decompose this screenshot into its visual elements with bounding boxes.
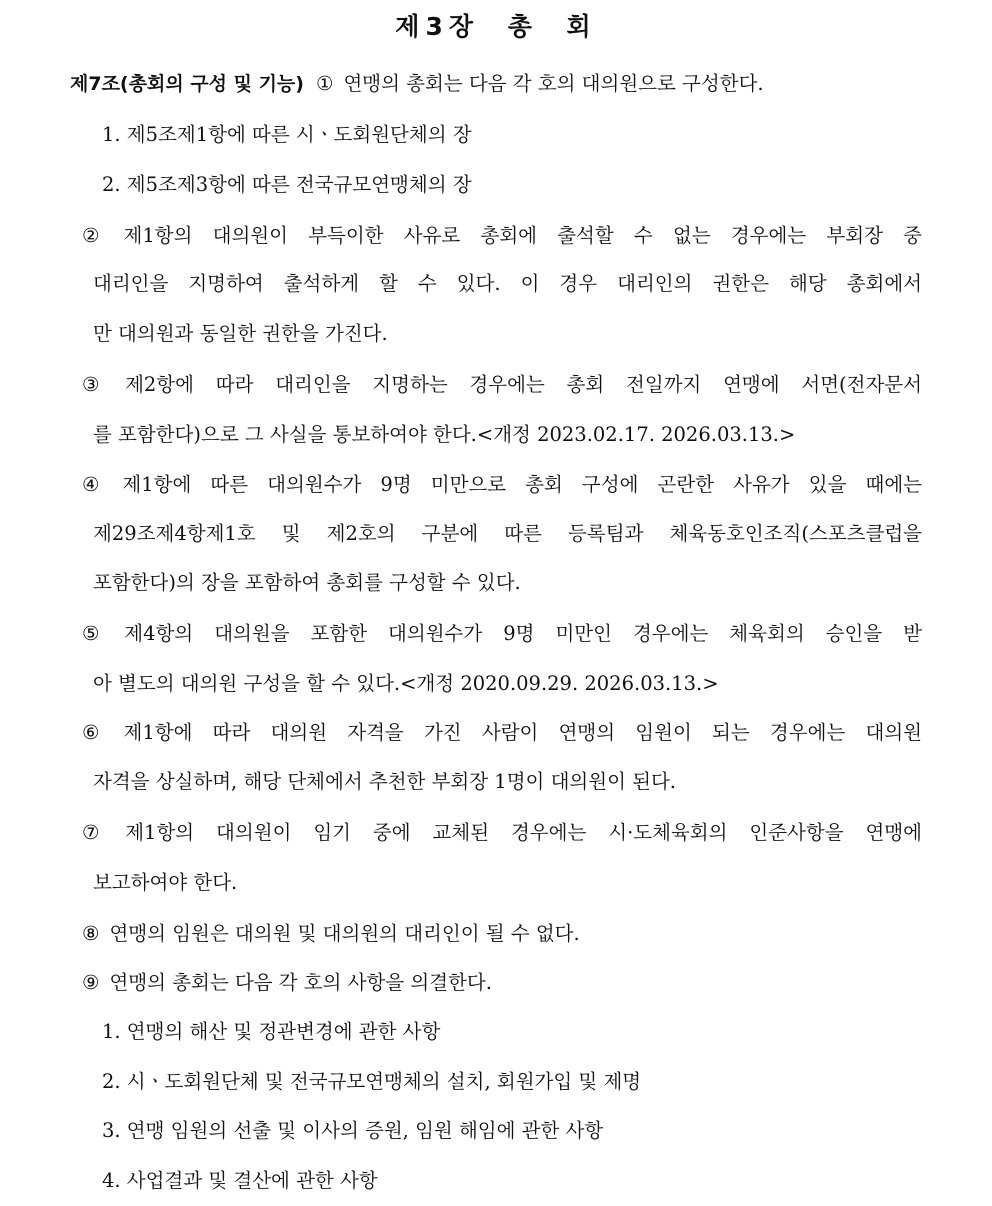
paragraph-line: ④ 제1항에 따른 대의원수가 9명 미만으로 총회 구성에 곤란한 사유가 있을 때에는: [82, 473, 922, 496]
paragraph-line: ② 제1항의 대의원이 부득이한 사유로 총회에 출석할 수 없는 경우에는 부회장 중: [82, 224, 922, 247]
paragraph-line: 자격을 상실하며, 해당 단체에서 추천한 부회장 1명이 대의원이 된다.: [93, 770, 676, 793]
list-item: 1. 제5조제1항에 따른 시ㆍ도회원단체의 장: [102, 123, 472, 146]
paragraph-marker: ⑨: [82, 971, 100, 994]
paragraph-marker: ①: [315, 72, 334, 95]
paragraph-line: 포함한다)의 장을 포함하여 총회를 구성할 수 있다.: [93, 571, 521, 594]
paragraph-line: 보고하여야 한다.: [93, 871, 238, 894]
list-item: 1. 연맹의 해산 및 정관변경에 관한 사항: [102, 1020, 441, 1043]
paragraph-marker: ⑦: [82, 821, 116, 844]
paragraph-line: 제29조제4항제1호 및 제2호의 구분에 따른 등록팀과 체육동호인조직(스포츠클럽을: [93, 522, 922, 545]
paragraph-line: 대리인을 지명하여 출석하게 할 수 있다. 이 경우 대리인의 권한은 해당 총회에서: [93, 272, 922, 295]
paragraph-line: ⑦ 제1항의 대의원이 임기 중에 교체된 경우에는 시·도체육회의 인준사항을 연맹에: [82, 821, 923, 844]
paragraph-marker: ③: [82, 373, 116, 396]
chapter-title: 제3장 총 회: [395, 12, 597, 41]
paragraph-line: ⑥ 제1항에 따라 대의원 자격을 가진 사람이 연맹의 임원이 되는 경우에는 대의원: [82, 721, 922, 744]
paragraph-line: ⑨ 연맹의 총회는 다음 각 호의 사항을 의결한다.: [82, 971, 492, 994]
article-first-line: [70, 70, 764, 98]
paragraph-marker: ⑥: [82, 721, 114, 744]
paragraph-line: 아 별도의 대의원 구성을 할 수 있다.<개정 2020.09.29. 2026.03.13.>: [93, 672, 719, 695]
list-item: 2. 시ㆍ도회원단체 및 전국규모연맹체의 설치, 회원가입 및 제명: [102, 1070, 642, 1093]
list-item: 4. 사업결과 및 결산에 관한 사항: [102, 1169, 378, 1192]
paragraph-line: ⑧ 연맹의 임원은 대의원 및 대의원의 대리인이 될 수 없다.: [82, 922, 580, 945]
list-item: 3. 연맹 임원의 선출 및 이사의 증원, 임원 해임에 관한 사항: [102, 1119, 604, 1142]
paragraph-marker: ⑧: [82, 922, 100, 945]
paragraph-marker: ②: [82, 224, 114, 247]
paragraph-text: 연맹의 총회는 다음 각 호의 대의원으로 구성한다.: [343, 72, 764, 95]
paragraph-line: 만 대의원과 동일한 권한을 가진다.: [93, 322, 388, 345]
paragraph-marker: ④: [82, 473, 113, 496]
article-heading: 제7조(총회의 구성 및 기능): [70, 73, 304, 95]
paragraph-line: ③ 제2항에 따라 대리인을 지명하는 경우에는 총회 전일까지 연맹에 서면(전자문서: [82, 373, 923, 396]
paragraph-line: 를 포함한다)으로 그 사실을 통보하여야 한다.<개정 2023.02.17. 2026.03.13.>: [93, 423, 796, 446]
list-item: 2. 제5조제3항에 따른 전국규모연맹체의 장: [102, 173, 472, 196]
paragraph-line: ⑤ 제4항의 대의원을 포함한 대의원수가 9명 미만인 경우에는 체육회의 승인을 받: [82, 622, 922, 645]
paragraph-marker: ⑤: [82, 622, 115, 645]
